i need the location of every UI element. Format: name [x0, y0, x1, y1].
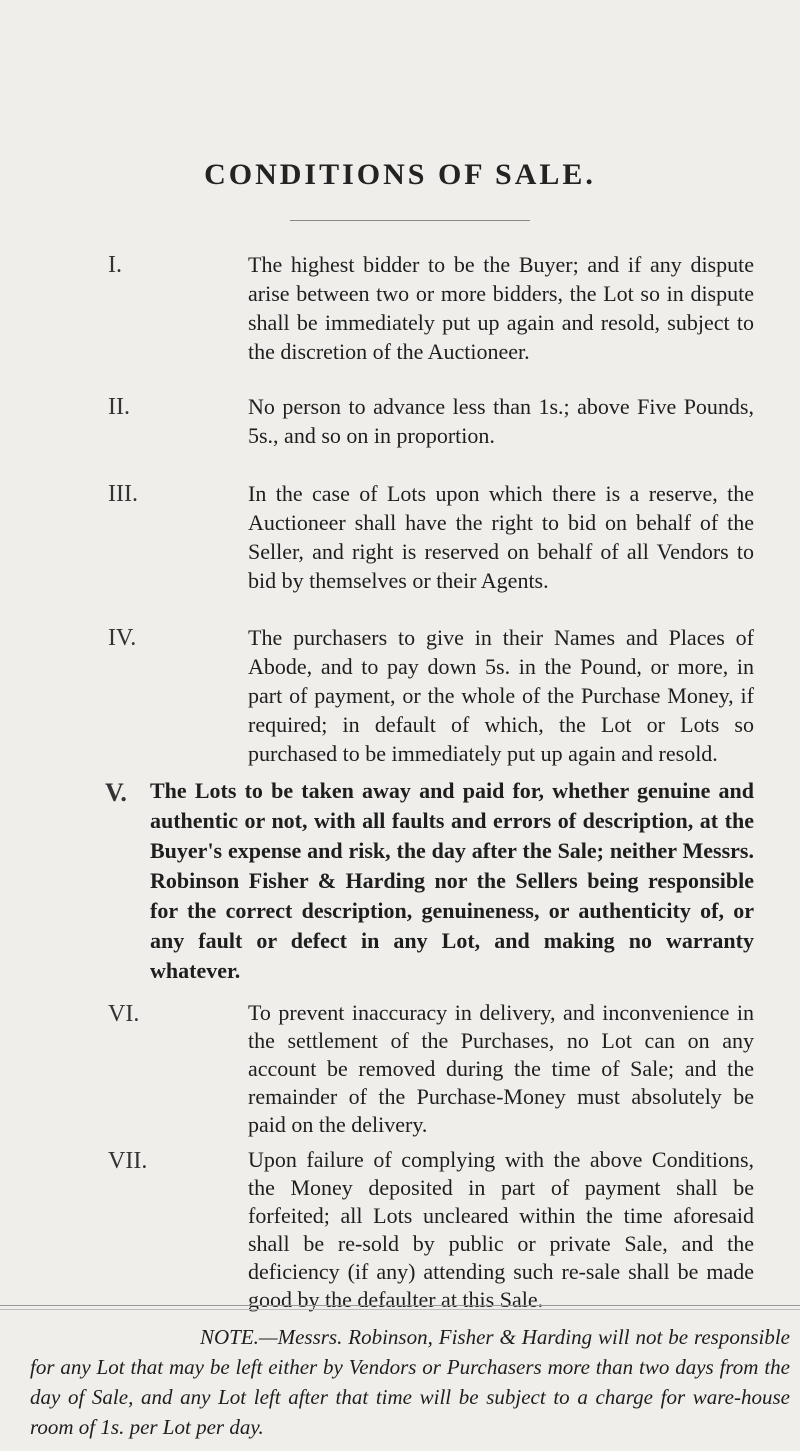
title-underline	[290, 220, 530, 221]
condition-numeral: I.	[108, 252, 122, 278]
condition-numeral: V.	[105, 778, 127, 807]
page-title: CONDITIONS OF SALE.	[204, 158, 596, 191]
condition-numeral: II.	[108, 394, 130, 420]
condition-text: The purchasers to give in their Names and Places of Abode, and to pay down 5s. in the Pound, or more, in part of payment, or the whole of the Purchase Money, if required; in default of which, the Lot or Lots so purchased to be immediately put up again and resold.	[248, 625, 754, 766]
divider	[0, 1309, 800, 1310]
divider	[0, 1305, 800, 1306]
condition-text: Upon failure of complying with the above Conditions, the Money deposited in part of payment shall be forfeited; all Lots uncleared within the time aforesaid shall be re-sold by public or private Sale, and the deficiency (if any) attending such re-sale shall be made good by the defaulter at this Sale.	[248, 1147, 754, 1312]
condition-text: In the case of Lots upon which there is a reserve, the Auctioneer shall have the right to bid on behalf of the Seller, and right is reserved on behalf of all Vendors to bid by themselves or their Agents.	[248, 481, 754, 593]
condition-numeral: VII.	[108, 1148, 148, 1174]
condition-text: The highest bidder to be the Buyer; and if any dispute arise between two or more bidders, the Lot so in dispute shall be immediately put up again and resold, subject to the discretion of the Auctioneer.	[248, 252, 754, 364]
condition-numeral: IV.	[108, 625, 137, 651]
condition-numeral: III.	[108, 481, 138, 507]
condition-text: No person to advance less than 1s.; above Five Pounds, 5s., and so on in proportion.	[248, 394, 754, 448]
footnote: NOTE.—Messrs. Robinson, Fisher & Harding will not be responsible for any Lot that may be left either by Vendors or Purchasers more than two days from the day of Sale, and any Lot left after that time will be subject to a charge for ware-house room of 1s. per Lot per day.	[30, 1325, 790, 1439]
condition-text: The Lots to be taken away and paid for, whether genuine and authentic or not, with all faults and errors of description, at the Buyer's expense and risk, the day after the Sale; neither Messrs. Robinson Fisher & Harding nor the Sellers being responsible for the correct description, genuineness, or authenticity of, or any fault or defect in any Lot, and making no warranty whatever.	[150, 778, 754, 983]
condition-text: To prevent inaccuracy in delivery, and inconvenience in the settlement of the Purchases, no Lot can on any account be removed during the time of Sale; and the remainder of the Purchase-Money must absolutely be paid on the delivery.	[248, 1000, 754, 1137]
condition-numeral: VI.	[108, 1001, 140, 1027]
